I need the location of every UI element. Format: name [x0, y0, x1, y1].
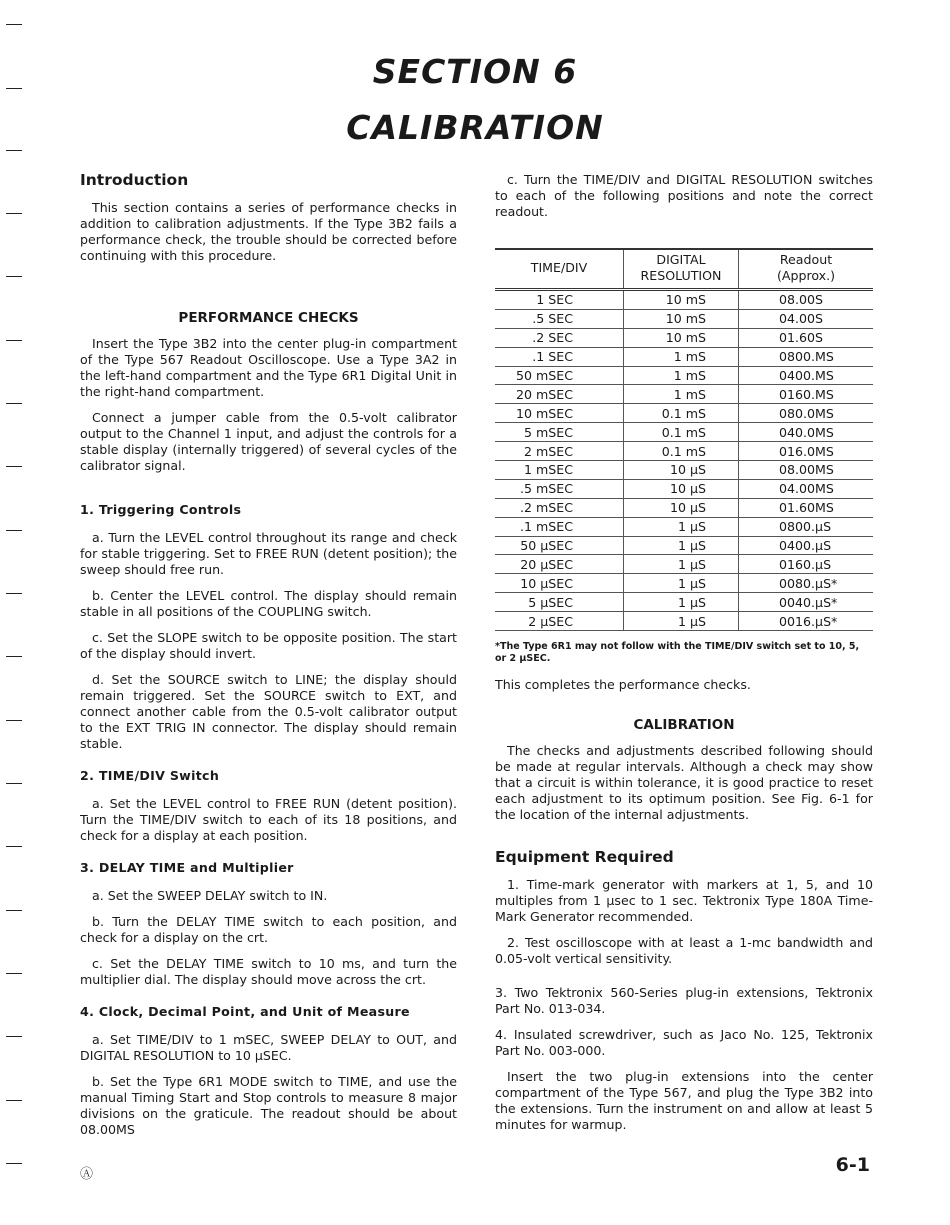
intro-text: This section contains a series of performance checks in addition to calibration adjustments. If the Type 3B2 fails a performance check, the trouble should be corrected before continuing with this procedure.: [80, 200, 457, 263]
step-3b: b. Turn the DELAY TIME switch to each position, and check for a display on the crt.: [80, 914, 457, 945]
cell-readout: 0016.μS*: [739, 612, 874, 631]
cell-readout: 08.00S: [739, 290, 874, 310]
cell-time-div: .5 mSEC: [495, 479, 624, 498]
completes-text: This completes the performance checks.: [495, 677, 751, 693]
table-row: [495, 517, 873, 536]
cell-readout: 016.0MS: [739, 442, 874, 461]
cell-time-div: 50 mSEC: [495, 366, 624, 385]
table-body: [495, 290, 873, 631]
cell-readout: 01.60MS: [739, 498, 874, 517]
cell-resolution: 0.1 mS: [624, 442, 739, 461]
cell-time-div: .5 SEC: [495, 309, 624, 328]
step-4a: a. Set TIME/DIV to 1 mSEC, SWEEP DELAY to OUT, and DIGITAL RESOLUTION to 10 μSEC.: [80, 1032, 457, 1063]
cell-time-div: 20 mSEC: [495, 385, 624, 404]
cell-resolution: 10 μS: [624, 479, 739, 498]
step-3c: c. Set the DELAY TIME switch to 10 ms, and turn the multiplier dial. The display should move across the crt.: [80, 956, 457, 987]
cell-time-div: .1 SEC: [495, 347, 624, 366]
cell-time-div: 2 μSEC: [495, 612, 624, 631]
cell-time-div: 20 μSEC: [495, 555, 624, 574]
step-1d: d. Set the SOURCE switch to LINE; the display should remain triggered. Set the SOURCE switch to EXT, and connect another cable from the 0.5-volt calibrator output to the EXT TRIG IN connector. The display should remain stable.: [80, 672, 457, 751]
table-row: [495, 385, 873, 404]
cell-time-div: 1 SEC: [495, 290, 624, 310]
cell-resolution: 1 mS: [624, 366, 739, 385]
performance-paragraph-2: Connect a jumper cable from the 0.5-volt calibrator output to the Channel 1 input, and adjust the controls for a stable display (internally triggered) of several cycles of the calibrator signal.: [80, 410, 457, 473]
table-row: [495, 593, 873, 612]
step-2-heading: 2. TIME/DIV Switch: [80, 768, 220, 783]
chapter-title: CALIBRATION: [346, 108, 604, 147]
cell-resolution: 1 μS: [624, 593, 739, 612]
step-1c: c. Set the SLOPE switch to be opposite position. The start of the display should invert.: [80, 630, 457, 661]
cell-time-div: 10 μSEC: [495, 574, 624, 593]
performance-checks-heading: PERFORMANCE CHECKS: [178, 310, 359, 326]
calibration-text: The checks and adjustments described following should be made at regular intervals. Although a check may show that a circuit is within tolerance, it is good practice to reset each adjustment to its optimum position. See Fig. 6-1 for the location of the internal adjustments.: [495, 743, 873, 823]
step-1a: a. Turn the LEVEL control throughout its range and check for stable triggering. Set to FREE RUN (detent position); the sweep should free run.: [80, 530, 457, 577]
cell-resolution: 0.1 mS: [624, 423, 739, 442]
cell-time-div: 10 mSEC: [495, 404, 624, 423]
table-row: [495, 366, 873, 385]
step-4b: b. Set the Type 6R1 MODE switch to TIME, and use the manual Timing Start and Stop controls to measure 8 major divisions on the graticule. The readout should be about 08.00MS: [80, 1074, 457, 1137]
cell-readout: 0080.μS*: [739, 574, 874, 593]
table-row: [495, 442, 873, 461]
cell-readout: 0400.MS: [739, 366, 874, 385]
table-row: [495, 536, 873, 555]
cell-readout: 0800.μS: [739, 517, 874, 536]
cell-readout: 040.0MS: [739, 423, 874, 442]
cell-resolution: 0.1 mS: [624, 404, 739, 423]
cell-readout: 0400.μS: [739, 536, 874, 555]
table-row: [495, 479, 873, 498]
cell-time-div: 50 μSEC: [495, 536, 624, 555]
table-row: [495, 328, 873, 347]
cell-readout: 04.00MS: [739, 479, 874, 498]
table-header-row: [495, 249, 873, 290]
cell-readout: 08.00MS: [739, 461, 874, 480]
table-row: [495, 555, 873, 574]
table-row: [495, 423, 873, 442]
cell-resolution: 10 μS: [624, 461, 739, 480]
cell-readout: 04.00S: [739, 309, 874, 328]
table-row: [495, 347, 873, 366]
cell-resolution: 1 μS: [624, 536, 739, 555]
step-3-heading: 3. DELAY TIME and Multiplier: [80, 860, 294, 875]
left-column: [80, 172, 457, 1148]
cell-resolution: 1 mS: [624, 347, 739, 366]
cell-resolution: 1 μS: [624, 574, 739, 593]
header-readout: Readout (Approx.): [739, 249, 874, 290]
header-time-div: TIME/DIV: [495, 249, 624, 290]
equipment-item-4: 4. Insulated screwdriver, such as Jaco No. 125, Tektronix Part No. 003-000.: [495, 1027, 873, 1059]
cell-time-div: .1 mSEC: [495, 517, 624, 536]
header-digital-resolution: DIGITAL RESOLUTION: [624, 249, 739, 290]
table-footnote: *The Type 6R1 may not follow with the TIME/DIV switch set to 10, 5, or 2 μSEC.: [495, 641, 860, 665]
cell-resolution: 10 mS: [624, 309, 739, 328]
equipment-final-text: Insert the two plug-in extensions into the center compartment of the Type 567, and plug the Type 3B2 into the extensions. Turn the instrument on and allow at least 5 minutes for warmup.: [495, 1069, 873, 1133]
publisher-mark: Ⓐ: [80, 1167, 94, 1182]
step-1b: b. Center the LEVEL control. The display should remain stable in all positions of the COUPLING switch.: [80, 588, 457, 619]
equipment-item-2: 2. Test oscilloscope with at least a 1-mc bandwidth and 0.05-volt vertical sensitivity.: [495, 935, 873, 967]
cell-resolution: 1 μS: [624, 555, 739, 574]
cell-readout: 0160.MS: [739, 385, 874, 404]
cell-time-div: .2 mSEC: [495, 498, 624, 517]
cell-time-div: 1 mSEC: [495, 461, 624, 480]
cell-readout: 01.60S: [739, 328, 874, 347]
step-2a: a. Set the LEVEL control to FREE RUN (detent position). Turn the TIME/DIV switch to each of its 18 positions, and check for a display at each position.: [80, 796, 457, 843]
cell-time-div: 2 mSEC: [495, 442, 624, 461]
cell-readout: 080.0MS: [739, 404, 874, 423]
intro-heading: Introduction: [80, 171, 189, 189]
cell-resolution: 10 mS: [624, 290, 739, 310]
performance-paragraph-1: Insert the Type 3B2 into the center plug-in compartment of the Type 567 Readout Oscilloscope. Use a Type 3A2 in the left-hand compartment and the Type 6R1 Digital Unit in the right-hand compartment.: [80, 336, 457, 399]
table-row: [495, 309, 873, 328]
readout-table: [495, 248, 873, 631]
equipment-heading: Equipment Required: [495, 848, 674, 867]
cell-time-div: .2 SEC: [495, 328, 624, 347]
right-column: [495, 172, 873, 1143]
table-row: [495, 461, 873, 480]
step-3a: a. Set the SWEEP DELAY switch to IN.: [92, 888, 328, 903]
table-row: [495, 574, 873, 593]
cell-resolution: 1 mS: [624, 385, 739, 404]
step-4c: c. Turn the TIME/DIV and DIGITAL RESOLUTION switches to each of the following positions and note the correct readout.: [495, 172, 873, 219]
table-row: [495, 290, 873, 310]
step-4-heading: 4. Clock, Decimal Point, and Unit of Measure: [80, 1004, 410, 1019]
cell-readout: 0160.μS: [739, 555, 874, 574]
calibration-heading: CALIBRATION: [633, 717, 735, 734]
cell-readout: 0040.μS*: [739, 593, 874, 612]
cell-time-div: 5 mSEC: [495, 423, 624, 442]
cell-resolution: 10 μS: [624, 498, 739, 517]
table-row: [495, 498, 873, 517]
equipment-item-3: 3. Two Tektronix 560-Series plug-in extensions, Tektronix Part No. 013-034.: [495, 985, 873, 1017]
page-number: 6-1: [835, 1154, 870, 1176]
equipment-item-1: 1. Time-mark generator with markers at 1, 5, and 10 multiples from 1 μsec to 1 sec. Tektronix Type 180A Time-Mark Generator recommended.: [495, 877, 873, 925]
cell-resolution: 10 mS: [624, 328, 739, 347]
table-row: [495, 612, 873, 631]
section-title: SECTION 6: [372, 52, 578, 91]
step-1-heading: 1. Triggering Controls: [80, 502, 242, 517]
cell-resolution: 1 μS: [624, 517, 739, 536]
cell-readout: 0800.MS: [739, 347, 874, 366]
table-row: [495, 404, 873, 423]
cell-resolution: 1 μS: [624, 612, 739, 631]
cell-time-div: 5 μSEC: [495, 593, 624, 612]
